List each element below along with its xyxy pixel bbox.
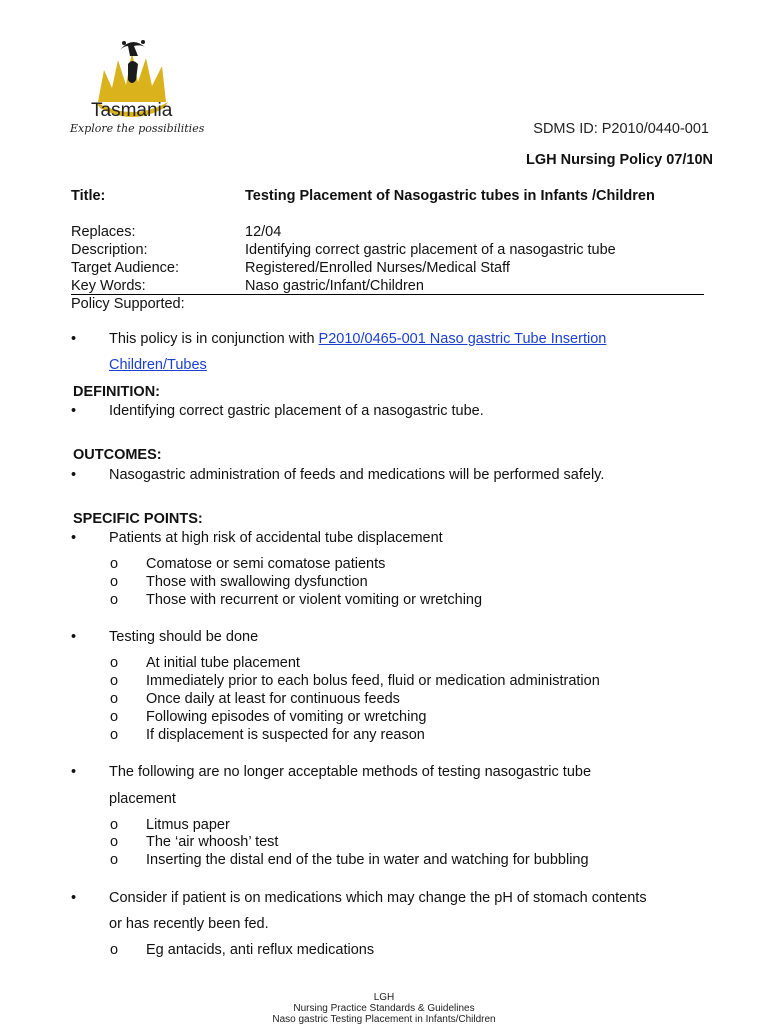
circle-bullet-icon: o [110,709,119,725]
circle-bullet-icon: o [110,673,119,689]
bullet-icon: • [71,403,77,419]
meta-value: Identifying correct gastric placement of a nasogastric tube [245,242,616,258]
footer-line: Naso gastric Testing Placement in Infants/Children [272,1014,496,1025]
meta-value: Naso gastric/Infant/Children [245,278,424,294]
metadata-table [71,223,703,295]
definition-text: Identifying correct gastric placement of a nasogastric tube. [109,403,484,419]
circle-bullet-icon: o [110,852,119,868]
circle-bullet-icon: o [110,727,119,743]
circle-bullet-icon: o [110,834,119,850]
bullet-icon: • [71,331,77,347]
circle-bullet-icon: o [110,655,119,671]
bullet-icon: • [71,890,77,906]
meta-label: Policy Supported: [71,296,185,312]
bullet-icon: • [71,629,77,645]
circle-bullet-icon: o [110,817,119,833]
meta-label: Replaces: [71,224,136,240]
meta-row [71,223,703,241]
footer-line: Nursing Practice Standards & Guidelines [293,1003,475,1014]
policy-link[interactable]: P2010/0465-001 Naso gastric Tube Insertion [318,331,607,347]
policy-link-continued[interactable]: Children/Tubes [109,357,207,373]
bullet-icon: • [71,764,77,780]
meta-value: 12/04 [245,224,282,240]
sdms-id: SDMS ID: P2010/0440-001 [533,121,709,137]
outcomes-text: Nasogastric administration of feeds and medications will be performed safely. [109,467,605,483]
meta-row [71,241,703,259]
circle-bullet-icon: o [110,556,119,572]
policy-number: LGH Nursing Policy 07/10N [526,152,713,168]
definition-heading: DEFINITION: [73,384,160,400]
meta-label: Key Words: [71,278,146,294]
meta-label: Target Audience: [71,260,180,276]
meta-row [71,277,703,295]
title-label: Title: [71,188,106,204]
intro-text: This policy is in conjunction with [109,331,319,347]
circle-bullet-icon: o [110,942,119,958]
bullet-icon: • [71,530,77,546]
bullet-icon: • [71,467,77,483]
meta-label: Description: [71,242,148,258]
logo-tagline: Explore the possibilities [70,122,205,135]
outcomes-heading: OUTCOMES: [73,447,162,463]
logo-wordmark: Tasmania [91,100,173,121]
point-text: Testing should be done [109,629,259,645]
specific-points-heading: SPECIFIC POINTS: [73,511,203,527]
meta-value: Registered/Enrolled Nurses/Medical Staff [245,260,510,276]
point-text: Patients at high risk of accidental tube displacement [109,530,443,546]
point-text: Consider if patient is on medications which may change the pH of stomach contents [109,890,647,906]
footer-line: LGH [373,992,395,1003]
meta-row [71,259,703,277]
circle-bullet-icon: o [110,592,119,608]
document-title: Testing Placement of Nasogastric tubes in Infants /Children [245,188,655,204]
circle-bullet-icon: o [110,574,119,590]
point-text: The following are no longer acceptable methods of testing nasogastric tube [109,764,592,780]
point-text-continued: or has recently been fed. [109,916,269,932]
circle-bullet-icon: o [110,691,119,707]
point-text-continued: placement [109,791,176,807]
